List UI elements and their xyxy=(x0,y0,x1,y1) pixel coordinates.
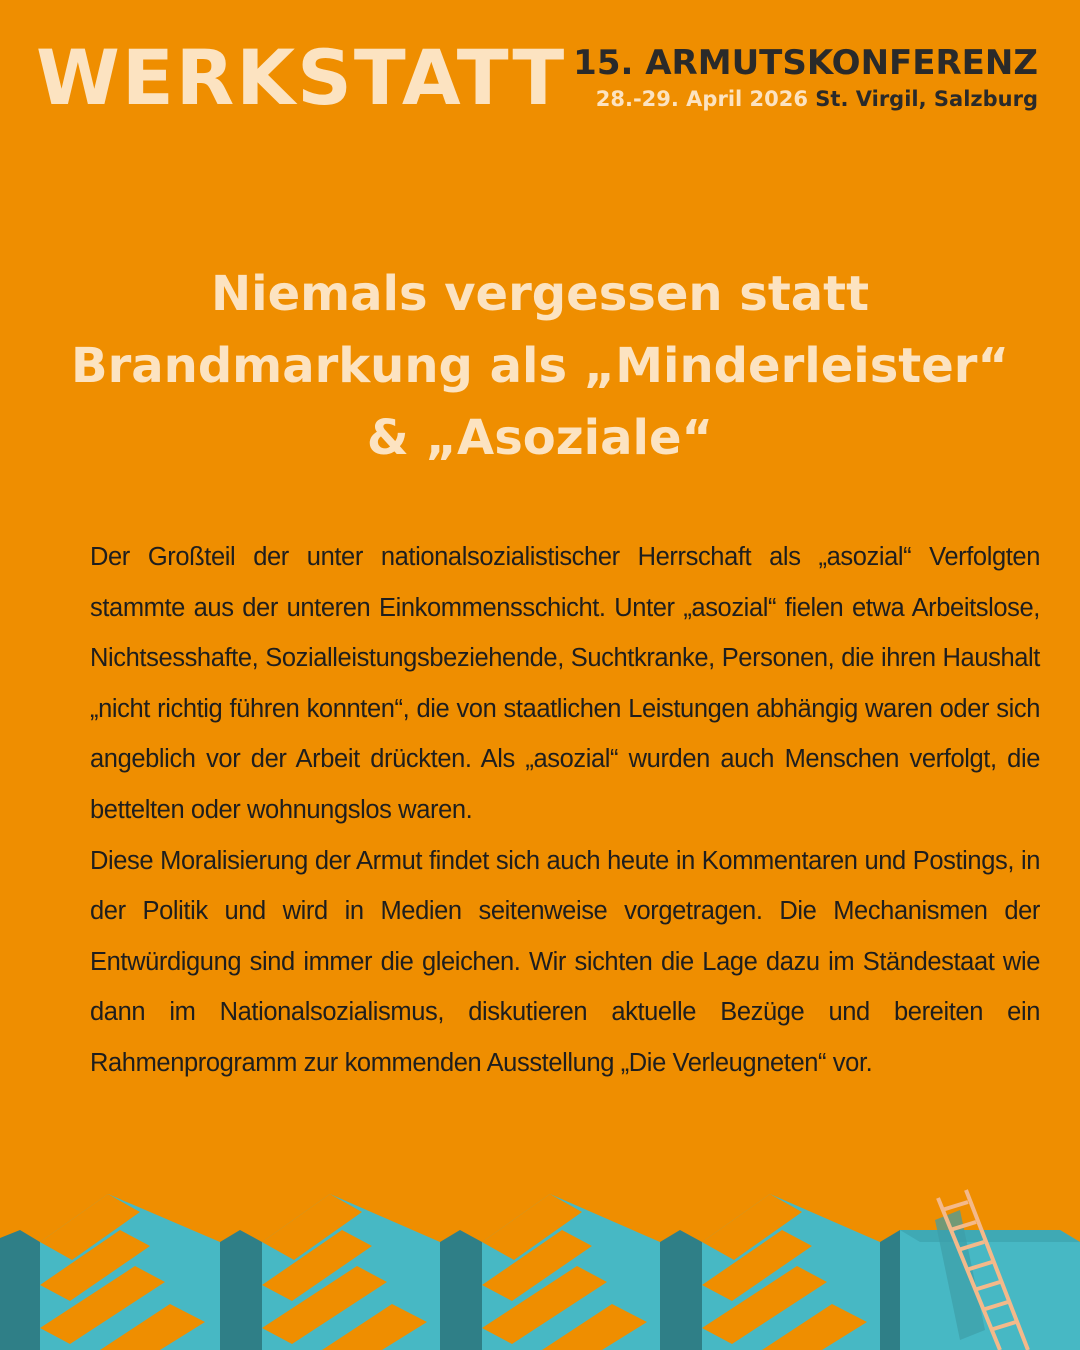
staircase-1 xyxy=(20,1194,240,1350)
stairs-and-ladder-illustration xyxy=(0,1180,1080,1350)
conference-title: 15. ARMUTSKONFERENZ xyxy=(573,43,1038,83)
headline-line-1: Niemals vergessen statt xyxy=(210,266,870,322)
headline-line-2: Brandmarkung als „Minderleister“ xyxy=(71,338,1009,394)
staircase-3 xyxy=(460,1194,680,1350)
conference-date: 28.-29. April 2026 xyxy=(595,87,808,111)
body-paragraph-2: Diese Moralisierung der Armut findet sich auch heute in Kommentaren und Postings, in der Politik und wird in Medien seitenweise vorgetragen. Die Mechanismen der Entwürdigung sind immer die gleichen. Wir sichten die Lage dazu im Ständestaat wie dann im Nationalsozialismus, diskutieren aktuelle Bezüge und bereiten ein Rahmenprogramm zur kommenden Ausstellung „Die Verleugneten“ vor. xyxy=(90,846,1040,1077)
body-text xyxy=(90,532,1040,1089)
conference-info xyxy=(573,42,1038,114)
headline-line-3: & „Asoziale“ xyxy=(366,410,714,466)
body-paragraph-1: Der Großteil der unter nationalsozialistischer Herrschaft als „asozial“ Verfolgten stammte aus der unteren Einkommensschicht. Unter „asozial“ fielen etwa Arbeitslose, Nichtsesshafte, Sozialleistungsbeziehende, Suchtkranke, Personen, die ihren Haushalt „nicht richtig führen konnten“, die von staatlichen Leistungen abhängig waren oder sich angeblich vor der Arbeit drückten. Als „asozial“ wurden auch Menschen verfolgt, die bettelten oder wohnungslos waren. xyxy=(90,543,1040,824)
staircase-2 xyxy=(240,1194,460,1350)
staircase-4 xyxy=(680,1194,900,1350)
conference-details xyxy=(573,84,1038,114)
conference-place: St. Virgil, Salzburg xyxy=(815,87,1038,111)
headline xyxy=(40,258,1040,474)
brand-title: WERKSTATT xyxy=(36,33,567,122)
